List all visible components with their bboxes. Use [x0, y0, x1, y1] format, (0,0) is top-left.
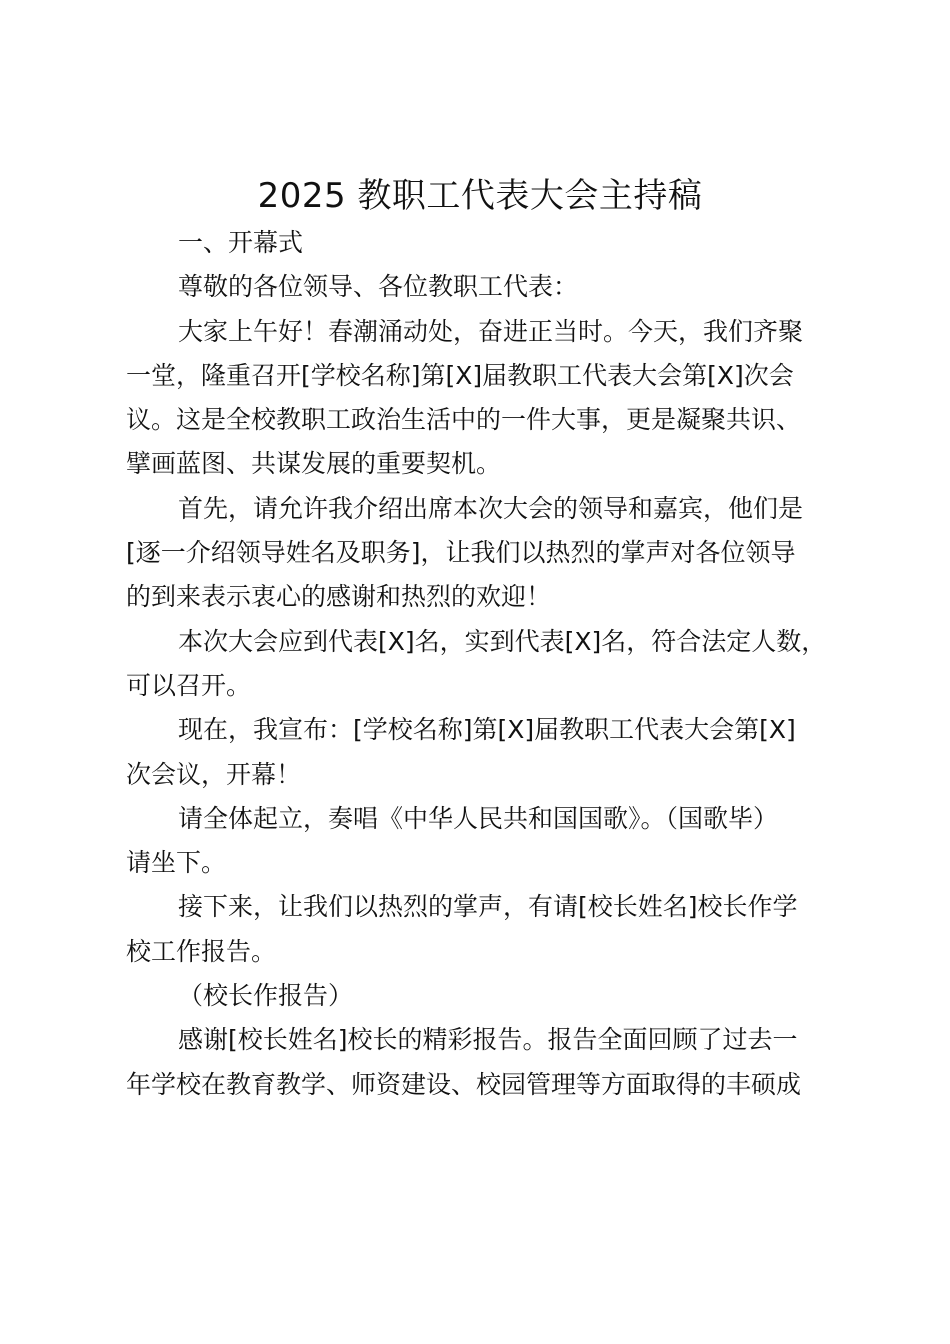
national-anthem-paragraph [126, 797, 861, 886]
text-line: 请坐下。 [126, 848, 227, 878]
document-title: 2025 教职工代表大会主持稿 [257, 176, 703, 216]
stage-direction-paragraph [126, 974, 861, 1018]
text-line: 请全体起立，奏唱《中华人民共和国国歌》。（国歌毕） [178, 803, 779, 833]
thanks-paragraph [126, 1018, 861, 1107]
text-line: 议。这是全校教职工政治生活中的一件大事，更是凝聚共识、 [126, 405, 802, 435]
text-line: 年学校在教育教学、师资建设、校园管理等方面取得的丰硕成 [126, 1069, 802, 1099]
text-line: 一堂，隆重召开[学校名称]第[X]届教职工代表大会第[X]次会 [126, 360, 794, 390]
attendance-paragraph [126, 620, 861, 709]
text-line: 一、开幕式 [178, 228, 304, 257]
introduce-guests-paragraph [126, 487, 861, 620]
text-line: 大家上午好！春潮涌动处，奋进正当时。今天，我们齐聚 [178, 316, 804, 346]
text-line: 本次大会应到代表[X]名，实到代表[X]名，符合法定人数， [178, 626, 827, 656]
text-line: 首先，请允许我介绍出席本次大会的领导和嘉宾，他们是 [178, 493, 804, 523]
principal-report-intro-paragraph [126, 885, 861, 974]
salutation-paragraph [126, 265, 861, 309]
text-line: 可以召开。 [126, 670, 252, 700]
greeting-paragraph [126, 310, 861, 487]
text-line: [逐一介绍领导姓名及职务]，让我们以热烈的掌声对各位领导 [126, 538, 796, 568]
text-line: 接下来，让我们以热烈的掌声，有请[校长姓名]校长作学 [178, 892, 798, 922]
text-line: 校工作报告。 [126, 936, 277, 966]
text-line: 擘画蓝图、共谋发展的重要契机。 [126, 449, 502, 479]
text-line: （校长作报告） [178, 981, 354, 1011]
text-line: 的到来表示衷心的感谢和热烈的欢迎！ [126, 582, 552, 612]
document-body [126, 221, 861, 1107]
text-line: 感谢[校长姓名]校长的精彩报告。报告全面回顾了过去一 [178, 1025, 798, 1055]
text-line: 次会议，开幕！ [126, 759, 302, 789]
opening-declaration-paragraph [126, 708, 861, 797]
section-heading-opening [126, 221, 861, 265]
text-line: 尊敬的各位领导、各位教职工代表： [178, 272, 579, 302]
text-line: 现在，我宣布：[学校名称]第[X]届教职工代表大会第[X] [178, 715, 796, 745]
